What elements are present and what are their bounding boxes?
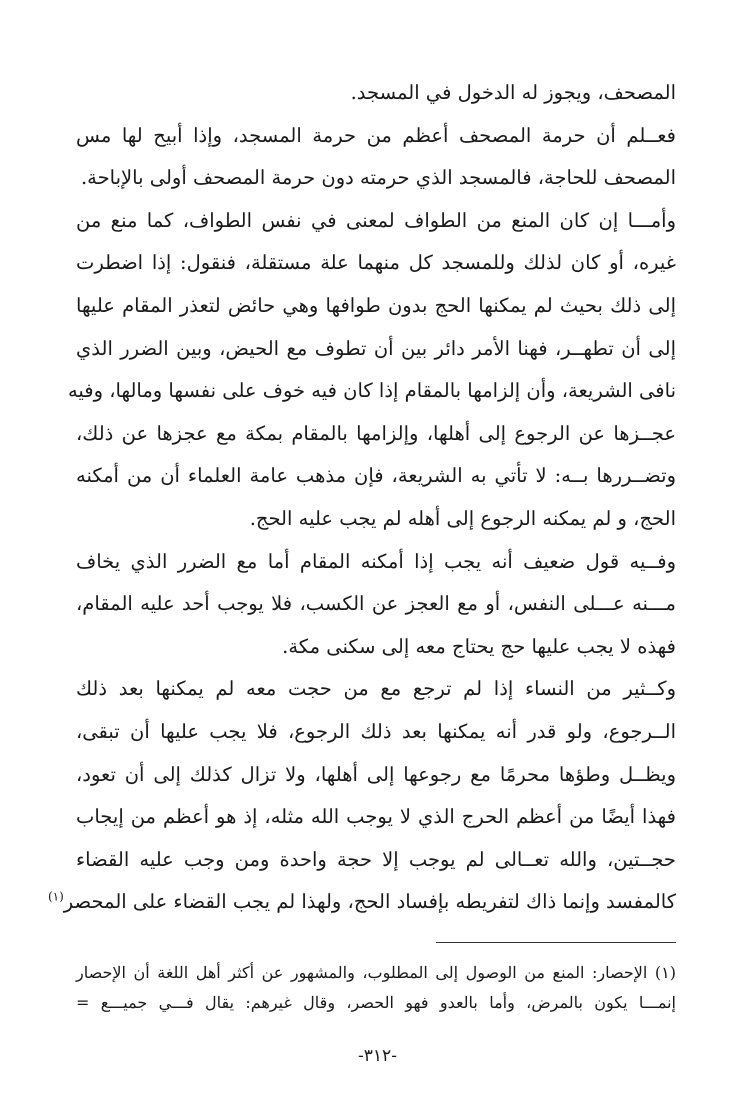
text-line: حجــتين، والله تعــالى لم يوجب إلا حجة واحدة ومن وجب عليه القضاء xyxy=(76,847,676,871)
footnote-reference[interactable]: (١) xyxy=(47,889,64,904)
text-line: ويظــل وطؤها محرمًا مع رجوعها إلى أهلها، ولا تزال كذلك إلى أن تعود، xyxy=(76,762,676,786)
text-line: الحج، و لم يمكنه الرجوع إلى أهله لم يجب عليه الحج. xyxy=(249,506,676,530)
text-line: عجــزها عن الرجوع إلى أهلها، وإلزامها بالمقام بمكة مع عجزها عن ذلك، xyxy=(76,421,676,445)
text-line-with-footnote-ref xyxy=(47,881,676,924)
text-line: المصحف للحاجة، فالمسجد الذي حرمته دون حرمة المصحف أولى بالإباحة. xyxy=(80,166,676,190)
text-line: فهذه لا يجب عليها حج يحتاج معه إلى سكنى مكة. xyxy=(282,634,676,658)
text-line: إلى أن تطهــر، فهنا الأمر دائر بين أن تطوف مع الحيض، وبين الضرر الذي xyxy=(76,336,676,360)
text-line: مـــنه عـــلى النفس، أو مع العجز عن الكسب، فلا يوجب أحد عليه المقام، xyxy=(76,592,676,616)
text-line-content: كالمفسد وإنما ذاك لتفريطه بإفساد الحج، ولهذا لم يجب القضاء على المحصر xyxy=(63,890,676,914)
footnote-line: إنمـــا يكون بالمرض، وأما بالعدو فهو الحصر، وقال غيرهم: يقال فـــي جميـــع = xyxy=(76,993,676,1012)
text-line: فهذا أيضًا من أعظم الحرج الذي لا يوجب الله مثله، إذ هو أعظم من إيجاب xyxy=(76,805,676,829)
text-line: وكــثير من النساء إذا لم ترجع مع من حجت معه لم يمكنها بعد ذلك xyxy=(76,677,676,701)
text-line: المصحف، ويجوز له الدخول في المسجد. xyxy=(350,81,676,104)
text-line: وفــيه قول ضعيف أنه يجب إذا أمكنه المقام أما مع الضرر الذي يخاف xyxy=(76,549,676,573)
text-line: الــرجوع، ولو قدر أنه يمكنها بعد ذلك الرجوع، فلا يجب عليها أن تبقى، xyxy=(76,719,676,743)
text-line: نافى الشريعة، وأن إلزامها بالمقام إذا كان فيه خوف على نفسها ومالها، وفيه xyxy=(67,379,676,403)
text-line: غيره، أو كان لذلك وللمسجد كل منهما علة مستقلة، فنقول: إذا اضطرت xyxy=(76,251,676,275)
text-line: فعــلم أن حرمة المصحف أعظم من حرمة المسجد، وإذا أبيح لها مس xyxy=(76,123,676,147)
page-number: -٣١٢- xyxy=(358,1046,397,1066)
footnote xyxy=(76,958,676,1018)
text-line: وأمـــا إن كان المنع من الطواف لمعنى في نفس الطواف، كما منع من xyxy=(76,208,676,232)
text-line: وتضــررها بــه: لا تأتي به الشريعة، فإن مذهب عامة العلماء أن من أمكنه xyxy=(76,464,676,488)
footnote-divider xyxy=(436,942,676,943)
text-line: إلى ذلك بحيث لم يمكنها الحج بدون طوافها وهي حائض لتعذر المقام عليها xyxy=(76,293,676,317)
main-text xyxy=(47,72,676,924)
footnote-line: (١) الإحصار: المنع من الوصول إلى المطلوب، والمشهور عن أكثر أهل اللغة أن الإحصار xyxy=(76,963,676,982)
